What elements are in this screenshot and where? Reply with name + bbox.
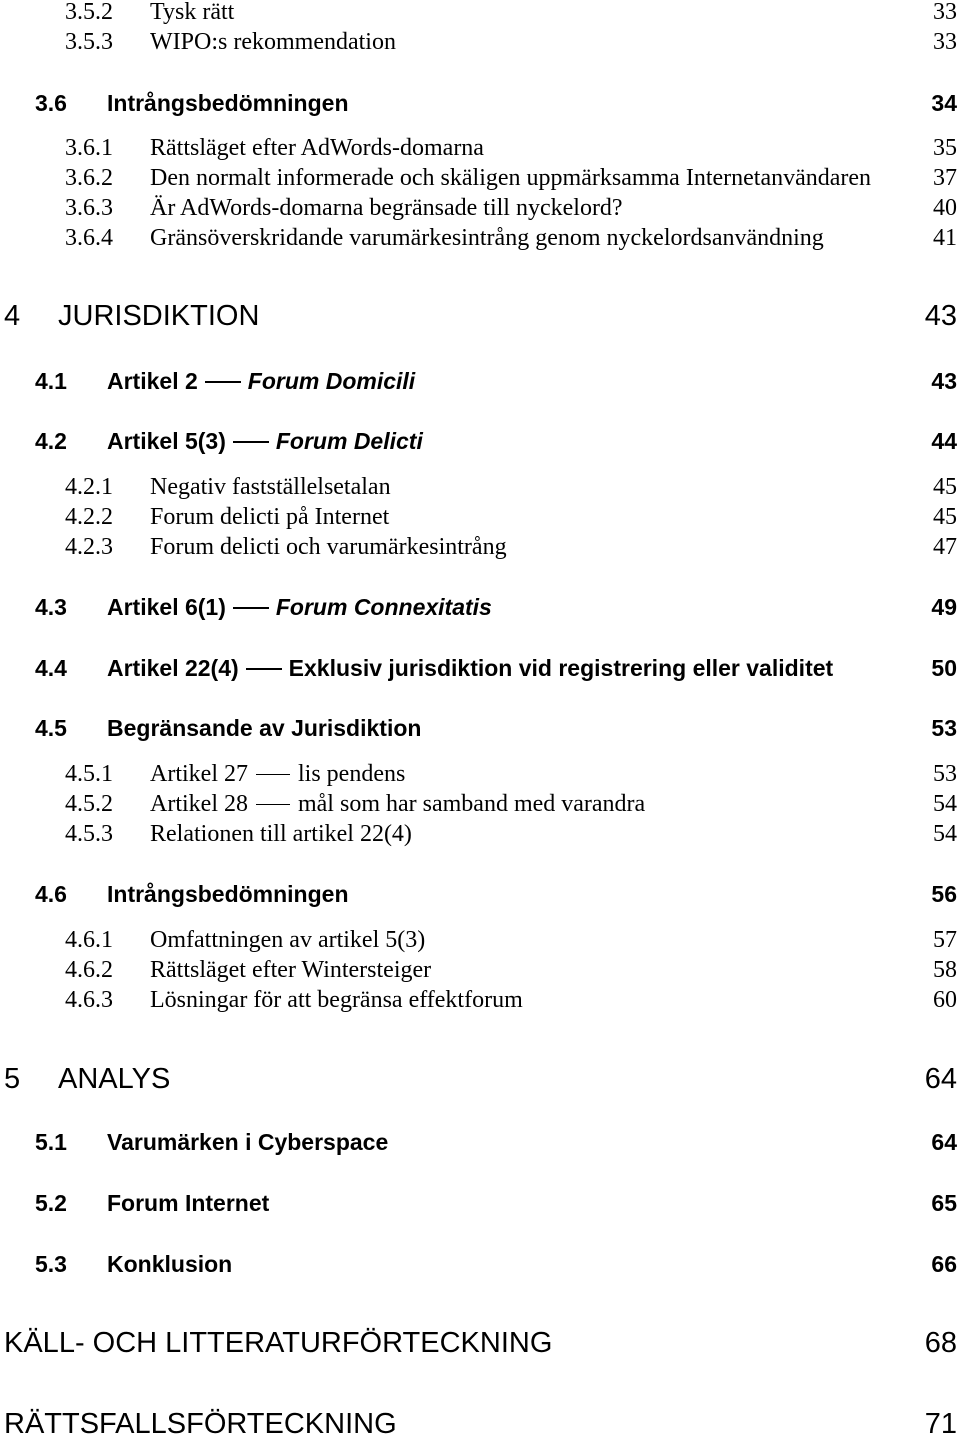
page-number: 57 <box>933 927 957 953</box>
dash-separator <box>233 607 269 609</box>
page-number: 47 <box>933 534 957 560</box>
section-title: Lösningar för att begränsa effektforum <box>150 987 523 1013</box>
section-title-latin: Forum Domicili <box>247 368 416 394</box>
section-title: Forum delicti på Internet <box>150 504 390 530</box>
section-title: Gränsöverskridande varumärkesintrång genom nyckelordsanvändning <box>150 225 824 251</box>
section-number: 5.2 <box>35 1190 67 1216</box>
section-number: 4.6 <box>35 881 67 907</box>
section-title: Tysk rätt <box>150 0 235 25</box>
dash-separator <box>205 381 241 383</box>
section-title <box>107 367 415 395</box>
toc-entry[interactable] <box>0 533 960 561</box>
section-title-main: Artikel 22(4) <box>107 655 239 681</box>
toc-entry[interactable] <box>0 427 960 455</box>
section-number: 4.6.1 <box>65 927 113 953</box>
toc-entry[interactable] <box>0 790 960 818</box>
section-number: 4.5.1 <box>65 761 113 787</box>
section-number: 4.6.2 <box>65 957 113 983</box>
section-title-main: Artikel 6(1) <box>107 594 226 620</box>
section-title-latin: Forum Connexitatis <box>275 594 492 620</box>
toc-entry[interactable] <box>0 89 960 117</box>
toc-entry[interactable] <box>0 134 960 162</box>
section-title: Den normalt informerade och skäligen uppmärksamma Internetanvändaren <box>150 165 872 191</box>
page-number: 50 <box>931 655 957 681</box>
page-number: 64 <box>931 1129 957 1155</box>
section-title: Omfattningen av artikel 5(3) <box>150 927 426 953</box>
page-number: 65 <box>931 1190 957 1216</box>
section-number: 4.5.2 <box>65 791 113 817</box>
section-title-rest: mål som har samband med varandra <box>297 791 646 817</box>
page-number: 53 <box>933 761 957 787</box>
section-number: 4.2.1 <box>65 474 113 500</box>
page-number: 44 <box>931 428 957 454</box>
toc-entry[interactable] <box>0 224 960 252</box>
section-title-rest: lis pendens <box>297 761 406 787</box>
page-number: 58 <box>933 957 957 983</box>
chapter-title: KÄLL- OCH LITTERATURFÖRTECKNING <box>4 1327 553 1359</box>
page-number: 64 <box>924 1063 957 1095</box>
section-number: 3.5.3 <box>65 29 113 55</box>
section-number: 4.4 <box>35 655 67 681</box>
section-title: Rättsläget efter AdWords-domarna <box>150 135 484 161</box>
page-number: 43 <box>924 300 957 332</box>
toc-entry[interactable] <box>0 820 960 848</box>
toc-chapter-entry[interactable] <box>0 1062 960 1096</box>
section-number: 4.3 <box>35 594 67 620</box>
section-title: Forum delicti och varumärkesintrång <box>150 534 507 560</box>
toc-chapter-entry[interactable] <box>0 1326 960 1360</box>
toc-entry[interactable] <box>0 926 960 954</box>
dash-separator <box>256 804 290 806</box>
section-title: Forum Internet <box>107 1190 270 1216</box>
toc-entry[interactable] <box>0 367 960 395</box>
section-title <box>150 760 405 788</box>
page-number: 40 <box>933 195 957 221</box>
dash-separator <box>233 441 269 443</box>
section-number: 4.5 <box>35 715 67 741</box>
chapter-title: RÄTTSFALLSFÖRTECKNING <box>4 1408 397 1440</box>
section-number: 5.3 <box>35 1251 67 1277</box>
toc-entry[interactable] <box>0 1250 960 1278</box>
section-number: 4.2 <box>35 428 67 454</box>
section-title-main: Artikel 5(3) <box>107 428 226 454</box>
toc-entry[interactable] <box>0 654 960 682</box>
section-number: 4.2.3 <box>65 534 113 560</box>
page-number: 33 <box>933 29 957 55</box>
toc-entry[interactable] <box>0 473 960 501</box>
page-number: 33 <box>933 0 957 25</box>
page-number: 53 <box>931 715 957 741</box>
page-number: 71 <box>924 1408 957 1440</box>
page-number: 56 <box>931 881 957 907</box>
toc-entry[interactable] <box>0 0 960 26</box>
toc-chapter-entry[interactable] <box>0 299 960 333</box>
section-title: Konklusion <box>107 1251 233 1277</box>
page-number: 54 <box>933 821 957 847</box>
section-number: 4.5.3 <box>65 821 113 847</box>
toc-entry[interactable] <box>0 714 960 742</box>
toc-chapter-entry[interactable] <box>0 1407 960 1441</box>
chapter-number: 4 <box>4 300 21 332</box>
section-title <box>107 593 492 621</box>
chapter-title: ANALYS <box>58 1063 171 1095</box>
toc-entry[interactable] <box>0 760 960 788</box>
section-number: 3.6.1 <box>65 135 113 161</box>
section-title: WIPO:s rekommendation <box>150 29 396 55</box>
section-title <box>107 654 833 682</box>
page-number: 45 <box>933 474 957 500</box>
toc-entry[interactable] <box>0 28 960 56</box>
section-title: Negativ fastställelsetalan <box>150 474 391 500</box>
section-number: 3.6 <box>35 90 67 116</box>
toc-entry[interactable] <box>0 593 960 621</box>
section-title-main: Artikel 28 <box>150 791 248 817</box>
section-title: Varumärken i Cyberspace <box>107 1129 389 1155</box>
page-number: 43 <box>931 368 957 394</box>
page-number: 54 <box>933 791 957 817</box>
section-number: 4.1 <box>35 368 67 394</box>
section-title: Är AdWords-domarna begränsade till nyckelord? <box>150 195 623 221</box>
toc-entry[interactable] <box>0 194 960 222</box>
section-title-latin: Forum Delicti <box>275 428 423 454</box>
section-title: Intrångsbedömningen <box>107 881 349 907</box>
section-number: 4.2.2 <box>65 504 113 530</box>
section-number: 3.5.2 <box>65 0 113 25</box>
page-number: 34 <box>931 90 957 116</box>
section-title <box>107 427 423 455</box>
dash-separator <box>256 774 290 776</box>
section-number: 5.1 <box>35 1129 67 1155</box>
section-title: Begränsande av Jurisdiktion <box>107 715 422 741</box>
page-number: 68 <box>924 1327 957 1359</box>
section-number: 3.6.3 <box>65 195 113 221</box>
toc-entry[interactable] <box>0 986 960 1014</box>
page-number: 35 <box>933 135 957 161</box>
toc-entry[interactable] <box>0 503 960 531</box>
page-number: 37 <box>933 165 957 191</box>
section-number: 3.6.2 <box>65 165 113 191</box>
section-title-main: Artikel 2 <box>107 368 198 394</box>
toc-entry[interactable] <box>0 880 960 908</box>
section-number: 3.6.4 <box>65 225 113 251</box>
chapter-title: JURISDIKTION <box>58 300 260 332</box>
section-title: Rättsläget efter Wintersteiger <box>150 957 432 983</box>
page-number: 66 <box>931 1251 957 1277</box>
toc-entry[interactable] <box>0 1128 960 1156</box>
chapter-number: 5 <box>4 1063 21 1095</box>
page-number: 49 <box>931 594 957 620</box>
dash-separator <box>246 668 282 670</box>
toc-entry[interactable] <box>0 164 960 192</box>
section-title: Intrångsbedömningen <box>107 90 349 116</box>
section-title-rest: Exklusiv jurisdiktion vid registrering eller validitet <box>288 655 834 681</box>
section-title <box>150 790 645 818</box>
section-title: Relationen till artikel 22(4) <box>150 821 412 847</box>
page-number: 41 <box>933 225 957 251</box>
section-number: 4.6.3 <box>65 987 113 1013</box>
toc-entry[interactable] <box>0 956 960 984</box>
section-title-main: Artikel 27 <box>150 761 248 787</box>
page-number: 45 <box>933 504 957 530</box>
page-number: 60 <box>933 987 957 1013</box>
toc-entry[interactable] <box>0 1189 960 1217</box>
